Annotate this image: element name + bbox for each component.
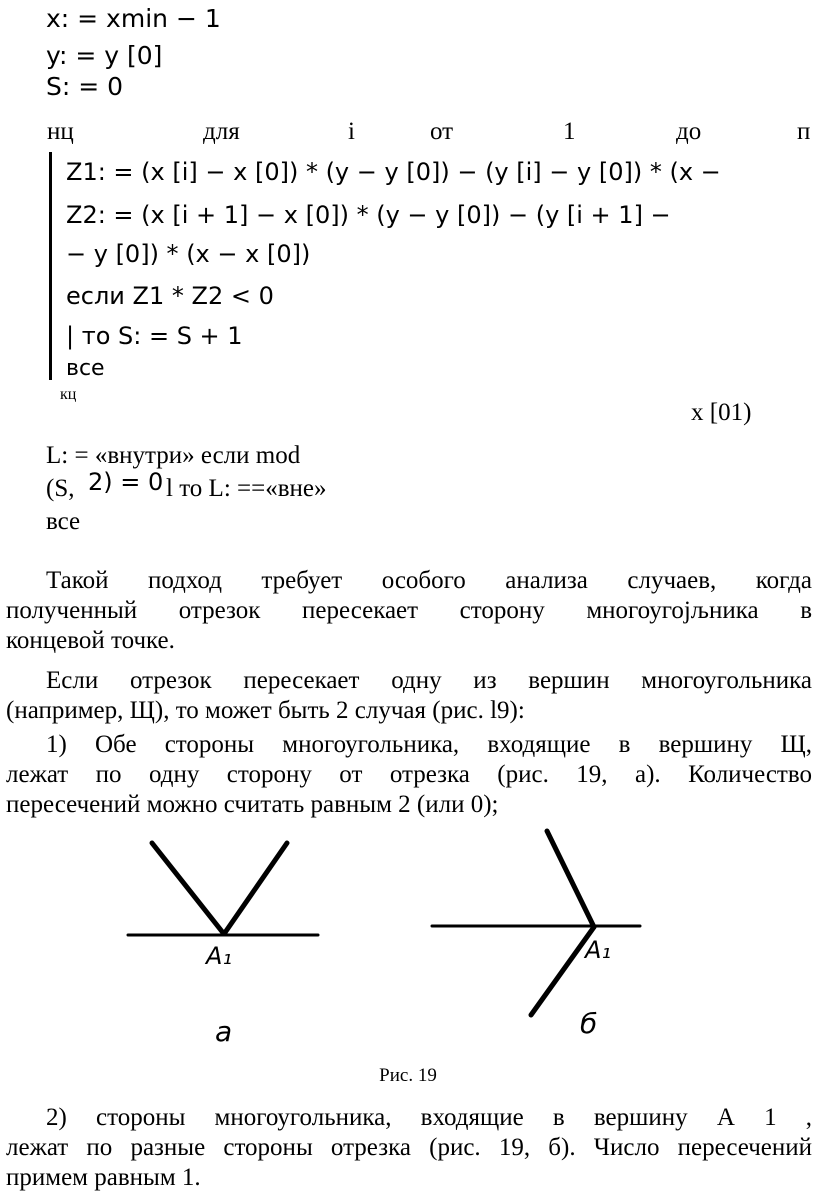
code-line-z2: Z2: = (x [i + 1] − x [0]) * (y − y [0]) − (y [i + 1] − [66,201,671,229]
code-line-s-suffix: l то L: ==«вне» [166,475,327,502]
code-line-y: y: = y [0] [46,41,163,70]
paragraph-4-line-1: 2) стороны многоугольника, входящие в вершину А 1 , [46,1104,812,1131]
figure-b-sub-label: б [580,1007,598,1040]
loop-kw-for: для [203,118,240,145]
figure-a-side-left [152,843,224,934]
figure-a-drawing [128,843,318,935]
paragraph-2-line-2: (например, Щ), то может быть 2 случая (рис. l9): [6,697,525,724]
code-line-x: x: = xmin − 1 [46,4,221,33]
figure-caption: Рис. 19 [379,1065,437,1086]
paragraph-2-line-1: Если отрезок пересекает одну из вершин многоугольника [46,667,812,694]
loop-end: п [797,118,811,145]
figure-b-drawing [432,831,640,1015]
paragraph-1-line-1: Такой подход требует особого анализа случаев, когда [46,567,812,594]
paragraph-3-line-2: лежат по одну сторону от отрезка (рис. 19, а). Количество [6,761,812,788]
paragraph-1-line-3: концевой точке. [6,627,175,654]
figure-b-side-top [547,831,594,927]
loop-kw-from: от [430,118,454,145]
code-line-then: | то S: = S + 1 [66,322,243,350]
code-line-s: S: = 0 [46,72,124,101]
figure-a-side-right [224,843,287,934]
paragraph-3-line-1: 1) Обе стороны многоугольника, входящие в вершину Щ, [46,731,812,758]
code-line-kc: кц [60,386,77,403]
paragraph-1-line-2: полученный отрезок пересекает сторону многоугојљника в [6,597,812,624]
code-line-end-if: все [66,356,105,381]
code-line-end-all: все [46,508,81,535]
loop-var-i: i [348,118,355,145]
paragraph-3-line-3: пересечений можно считать равным 2 (или 0); [6,791,499,818]
loop-kw-to: до [676,118,702,145]
code-x01: x [01) [691,399,752,426]
code-line-s-prefix: (S, [46,475,75,502]
paragraph-4 [6,1103,812,1193]
figure-a-sub-label: а [215,1015,233,1048]
paragraph-4-line-2: лежат по разные стороны отрезка (рис. 19, б). Число пересечений [6,1134,812,1161]
loop-start: 1 [563,118,576,145]
code-line-z1: Z1: = (x [i] − x [0]) * (y − y [0]) − (y [i] − y [0]) * (x − [66,158,721,186]
code-line-z2-cont: − y [0]) * (x − x [0]) [66,240,311,268]
figure-a-vertex-label: A₁ [206,942,233,970]
paragraph-4-line-3: примем равным 1. [6,1164,201,1191]
code-line-l: L: = «внутри» если mod [46,442,301,469]
code-line-if: если Z1 * Z2 < 0 [66,282,274,310]
code-line-s-expr: 2) = 0 [88,468,164,496]
figure-b-vertex-label: A₁ [585,936,612,964]
loop-kw-nc: нц [47,118,74,145]
